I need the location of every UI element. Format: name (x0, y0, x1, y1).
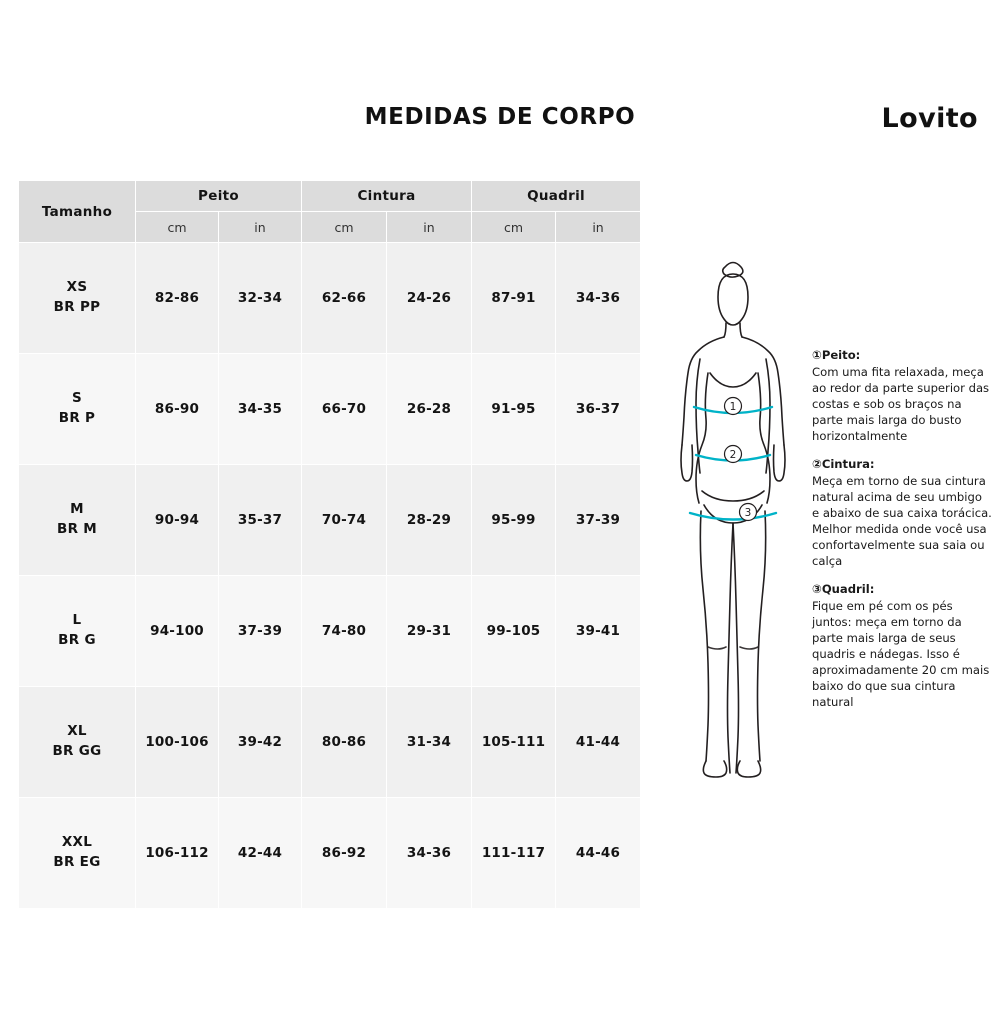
row-size-label (19, 576, 136, 687)
cell-chest-cm: 106-112 (136, 798, 219, 909)
column-header-hip: Quadril (472, 181, 641, 212)
note-chest-title: ①Peito: (812, 348, 861, 362)
cell-waist-in: 24-26 (387, 243, 472, 354)
note-waist (812, 457, 992, 570)
table-row (19, 576, 641, 687)
cell-waist-in: 34-36 (387, 798, 472, 909)
table-row (19, 354, 641, 465)
cell-hip-in: 34-36 (556, 243, 641, 354)
cell-chest-in: 37-39 (219, 576, 302, 687)
note-hip-body: Fique em pé com os pés juntos: meça em torno da parte mais larga de seus quadris e nádegas. Isso é aproximadamente 20 cm mais baixo do que sua cintura natural (812, 598, 990, 709)
cell-hip-in: 41-44 (556, 687, 641, 798)
size-intl: XL (67, 723, 87, 740)
size-br: BR M (56, 521, 98, 537)
cell-hip-cm: 91-95 (472, 354, 556, 465)
table-row (19, 687, 641, 798)
cell-chest-in: 32-34 (219, 243, 302, 354)
cell-hip-cm: 95-99 (472, 465, 556, 576)
svg-text:2: 2 (729, 449, 737, 461)
brand-logo: Lovito (881, 103, 978, 134)
row-size-label (19, 354, 136, 465)
table-row (19, 798, 641, 909)
table-row (19, 243, 641, 354)
cell-waist-cm: 62-66 (302, 243, 387, 354)
cell-waist-cm: 86-92 (302, 798, 387, 909)
unit-header-waist-cm: cm (302, 212, 387, 243)
cell-hip-in: 44-46 (556, 798, 641, 909)
hip-measure-line (690, 513, 776, 520)
size-intl: L (72, 612, 82, 629)
size-br: BR GG (52, 743, 102, 759)
row-size-label (19, 798, 136, 909)
unit-header-hip-in: in (556, 212, 641, 243)
size-intl: XS (66, 279, 88, 296)
table-body (19, 243, 641, 909)
measurement-instructions (812, 348, 992, 723)
svg-text:1: 1 (729, 401, 737, 413)
note-chest (812, 348, 992, 445)
cell-chest-cm: 82-86 (136, 243, 219, 354)
note-waist-body: Meça em torno de sua cintura natural acima de seu umbigo e abaixo de sua caixa torácica. Melhor medida onde você usa confortavelmente sua saia ou calça (812, 473, 992, 568)
cell-waist-in: 31-34 (387, 687, 472, 798)
size-br: BR G (58, 632, 96, 648)
size-intl: M (70, 501, 84, 518)
cell-chest-cm: 90-94 (136, 465, 219, 576)
cell-waist-in: 26-28 (387, 354, 472, 465)
cell-waist-cm: 74-80 (302, 576, 387, 687)
note-hip-title: ③Quadril: (812, 581, 875, 596)
cell-chest-in: 39-42 (219, 687, 302, 798)
size-br: BR PP (53, 299, 101, 315)
cell-hip-cm: 99-105 (472, 576, 556, 687)
female-body-diagram (648, 255, 818, 855)
cell-waist-cm: 66-70 (302, 354, 387, 465)
cell-chest-cm: 86-90 (136, 354, 219, 465)
size-intl: XXL (61, 834, 93, 851)
note-waist-title: ②Cintura: (812, 456, 875, 471)
cell-chest-in: 42-44 (219, 798, 302, 909)
cell-waist-cm: 70-74 (302, 465, 387, 576)
body-figure (648, 255, 818, 855)
row-size-label (19, 465, 136, 576)
size-table-container (18, 180, 640, 909)
cell-hip-cm: 105-111 (472, 687, 556, 798)
column-header-waist: Cintura (302, 181, 472, 212)
column-header-size: Tamanho (19, 181, 136, 243)
cell-waist-cm: 80-86 (302, 687, 387, 798)
cell-waist-in: 28-29 (387, 465, 472, 576)
page-title: MEDIDAS DE CORPO (364, 104, 636, 130)
size-table (18, 180, 641, 909)
cell-hip-in: 36-37 (556, 354, 641, 465)
cell-waist-in: 29-31 (387, 576, 472, 687)
size-br: BR EG (53, 854, 101, 870)
svg-text:3: 3 (744, 507, 752, 519)
cell-hip-in: 39-41 (556, 576, 641, 687)
column-header-chest: Peito (136, 181, 302, 212)
cell-chest-cm: 94-100 (136, 576, 219, 687)
table-header (19, 181, 641, 243)
cell-hip-cm: 111-117 (472, 798, 556, 909)
unit-header-chest-in: in (219, 212, 302, 243)
table-row (19, 465, 641, 576)
unit-header-waist-in: in (387, 212, 472, 243)
cell-chest-cm: 100-106 (136, 687, 219, 798)
size-br: BR P (58, 410, 96, 426)
note-chest-body: Com uma fita relaxada, meça ao redor da parte superior das costas e sob os braços na parte mais larga do busto horizontalmente (812, 364, 990, 443)
size-intl: S (71, 390, 83, 407)
cell-chest-in: 34-35 (219, 354, 302, 465)
cell-chest-in: 35-37 (219, 465, 302, 576)
unit-header-chest-cm: cm (136, 212, 219, 243)
cell-hip-in: 37-39 (556, 465, 641, 576)
cell-hip-cm: 87-91 (472, 243, 556, 354)
note-hip (812, 582, 992, 711)
row-size-label (19, 243, 136, 354)
unit-header-hip-cm: cm (472, 212, 556, 243)
row-size-label (19, 687, 136, 798)
